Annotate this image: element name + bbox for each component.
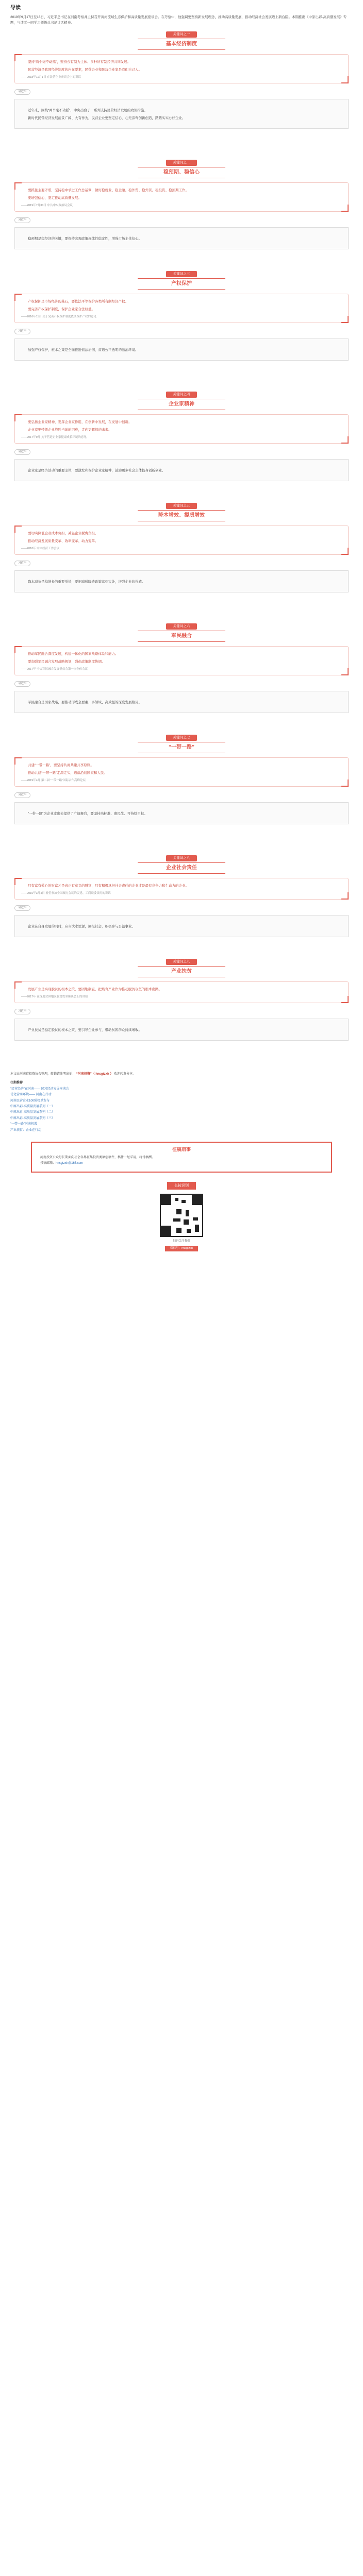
qr-cell [175, 1198, 178, 1201]
section-tag: 关键词之二 [166, 160, 197, 166]
analysis-box [14, 338, 349, 361]
section-title: 基本经济制度 [138, 39, 225, 50]
quote-source: ——2018年 中央经济工作会议 [21, 547, 60, 551]
quote-source: ——2017年 在深度贫困地区脱贫攻坚座谈会上的讲话 [21, 995, 88, 999]
keyword-section [10, 623, 353, 727]
analysis-paragraph: 军民融合是国家战略，要推动形成全要素、多领域、高效益的深度发展格局。 [28, 700, 142, 704]
footer-note-highlight[interactable]: “河南投资”（ hnsgtzxh ） [76, 1073, 113, 1076]
section-title: 企业社会责任 [138, 862, 225, 874]
section-tag: 关键词之六 [166, 623, 197, 630]
qr-cell [161, 1226, 171, 1236]
quote-box [14, 878, 349, 900]
analysis-paragraph: 加强产权保护，根本之策是全面推进依法治国，营造公平透明的法治环境。 [28, 348, 139, 352]
quote-source: ——2016年3月4日 看望参加全国政协会议的民建、工商联委员时的讲话 [21, 892, 111, 895]
recommended-links [10, 1080, 353, 1133]
follow-block [10, 1182, 353, 1251]
quote-source: ——2019年7月30日 中共中央政治局会议 [21, 204, 73, 208]
quote-box [14, 414, 349, 444]
keyword-section [10, 855, 353, 952]
analysis-paragraph: 产业扶贫是稳定脱贫的根本之策，要引导企业参与，带动贫困群众持续增收。 [28, 1028, 142, 1032]
keyword-section [10, 735, 353, 848]
section-spacer [10, 716, 353, 727]
section-header [10, 959, 353, 977]
section-title: 企业家精神 [138, 399, 225, 410]
section-header [10, 855, 353, 874]
quote-text [21, 59, 342, 73]
analysis-box [14, 1019, 349, 1041]
recommended-link[interactable]: 中原出彩·高质量发展系列（三） [10, 1116, 55, 1120]
analysis-paragraph: 稳预期是稳经济的关键，要保持宏观政策连续性稳定性，增强市场主体信心。 [28, 236, 142, 241]
quote-paragraph: 产权保护是市场经济的基石，要依法平等保护各类所有制经济产权。 [28, 300, 128, 304]
section-tag: 关键词之三 [166, 271, 197, 277]
article-header-title: 导读 [10, 5, 21, 11]
quote-paragraph: 民营经济是我国经济制度的内在要素，民营企业和民营企业家是我们自己人。 [28, 68, 142, 72]
quote-paragraph: 推动军民融合深度发展，构建一体化的国家战略体系和能力。 [28, 652, 119, 656]
recommended-link[interactable]: “民营经济”在河南—— 民营经济发展座谈会 [10, 1087, 69, 1091]
section-header [10, 31, 353, 50]
recommended-link[interactable]: 产业扶贫：企业在行动 [10, 1128, 42, 1132]
section-tag: 关键词之四 [166, 392, 197, 398]
quote-paragraph: 企业家要带领企业战胜当前的困难，走向更辉煌的未来。 [28, 428, 112, 432]
quote-paragraph: 共建“一带一路”，要坚持共商共建共享原则。 [28, 764, 94, 768]
quote-paragraph: 要增强信心，坚定推动高质量发展。 [28, 196, 81, 200]
analysis-paragraph: 企业在自身发展的同时，应当饮水思源，回报社会，积极参与公益事业。 [28, 924, 135, 928]
section-tag: 关键词之一 [166, 31, 197, 38]
speaker-pill: 习近平 [14, 217, 30, 223]
quote-paragraph: 发展产业是实现脱贫的根本之策，要因地制宜，把培育产业作为推动脱贫攻坚的根本出路。 [28, 988, 162, 992]
footer-note-prefix: 本文由河南省投资协会整理，转载请注明出处： [10, 1073, 76, 1076]
quote-source: ——2017年9月 关于营造企业家健康成长环境的意见 [21, 436, 87, 439]
quote-box [14, 981, 349, 1003]
analysis-paragraph: 新时代民营经济发展前景广阔、大有作为，民营企业要坚定信心，心无旁骛创新创造，踏踏实实办好企业。 [28, 116, 186, 120]
recommended-link[interactable]: 中原出彩·高质量发展系列（一） [10, 1105, 55, 1108]
section-tag: 关键词之九 [166, 959, 197, 965]
follow-title: 长按识别 [167, 1182, 196, 1190]
contribution-box [31, 1142, 332, 1173]
recommended-link[interactable]: 河南民营企业100强榜单发布 [10, 1099, 50, 1103]
recommended-link[interactable]: “一带一路”河南机遇 [10, 1123, 37, 1126]
quote-text [21, 883, 342, 889]
section-spacer [10, 132, 353, 152]
sections-container [10, 31, 353, 1064]
section-header [10, 160, 353, 178]
quote-paragraph: 要抓住主要矛盾，坚持稳中求进工作总基调，做好稳就业、稳金融、稳外贸、稳外资、稳投资、稳预期工作。 [28, 189, 189, 193]
quote-text [21, 531, 342, 545]
keyword-section [10, 160, 353, 264]
qr-cell [182, 1200, 186, 1203]
analysis-box [14, 227, 349, 249]
analysis-paragraph: 企业家是经济活动的重要主体，要激发和保护企业家精神，鼓励更多社会主体投身创新创业。 [28, 468, 166, 472]
speaker-pill: 习近平 [14, 681, 30, 687]
qr-cell [173, 1218, 180, 1222]
speaker-pill: 习近平 [14, 905, 30, 911]
quote-source: ——2016年11月 关于完善产权保护制度依法保护产权的意见 [21, 315, 96, 319]
quote-box [14, 54, 349, 83]
speaker-pill: 习近平 [14, 89, 30, 95]
quote-text [21, 651, 342, 665]
qr-cell [184, 1219, 189, 1225]
keyword-section [10, 503, 353, 616]
analysis-box [14, 802, 349, 824]
section-title: 军民融合 [138, 631, 225, 642]
contribution-email-label: 投稿邮箱： [40, 1162, 56, 1165]
section-tag: 关键词之七 [166, 735, 197, 741]
analysis-paragraph: 近年来，围绕“两个毫不动摇”，中央出台了一系列支持民营经济发展的政策措施。 [28, 108, 147, 112]
section-title: 产权保护 [138, 278, 225, 290]
section-spacer [10, 940, 353, 952]
quote-box [14, 757, 349, 787]
quote-source: ——2018年11月1日 在民营企业座谈会上的讲话 [21, 76, 81, 79]
contribution-text: 河南投资公众号长期面向社会各界征集投资类原创稿件，稿件一经采用，将付稿酬。 [40, 1156, 155, 1160]
quote-paragraph: 推动经济发展质量变革、效率变革、动力变革。 [28, 539, 98, 544]
section-spacer [10, 364, 353, 384]
section-header [10, 271, 353, 290]
qr-cell [186, 1210, 189, 1216]
speaker-pill: 习近平 [14, 792, 30, 798]
speaker-pill: 习近平 [14, 1009, 30, 1014]
quote-box [14, 646, 349, 675]
analysis-paragraph: 降本减负是稳增长的重要举措，要把减税降费政策落到实处，增强企业获得感。 [28, 580, 145, 584]
section-title: 产业扶贫 [138, 966, 225, 977]
speaker-pill: 习近平 [14, 449, 30, 455]
quote-box [14, 526, 349, 555]
footer-note-suffix: 欢迎转发分享。 [114, 1073, 136, 1076]
section-title: 降本增效、提质增效 [138, 510, 225, 521]
analysis-box [14, 99, 349, 129]
qr-cell [192, 1195, 202, 1205]
section-spacer [10, 1044, 353, 1064]
section-tag: 关键词之八 [166, 855, 197, 861]
quote-source: ——2019年4月 第二届“一带一路”国际合作高峰论坛 [21, 779, 86, 783]
quote-text [21, 299, 342, 313]
section-header [10, 392, 353, 410]
analysis-box [14, 691, 349, 713]
speaker-pill: 习近平 [14, 329, 30, 334]
section-title: “一带一路” [138, 742, 225, 753]
section-header [10, 735, 353, 753]
analysis-box [14, 570, 349, 592]
quote-paragraph: 要切实降低企业成本负担，减轻企业税费负担。 [28, 532, 98, 536]
quote-paragraph: 只有富有爱心的财富才是真正有意义的财富，只有积极承担社会责任的企业才是最有竞争力和生命力的企业。 [28, 884, 189, 888]
section-spacer [10, 596, 353, 616]
follow-wechat-id: 微信号：hnsgtzxh [165, 1246, 198, 1251]
quote-text [21, 419, 342, 433]
article-intro: 2019年9月17日至18日，习近平总书记在河南考察并主持召开黄河流域生态保护和高质量发展座谈会。在考察中，他强调要坚持新发展理念，推动高质量发展，推动经济社会发展迈上新台阶。本期推出《中原出彩·高质量发展》专题，与读者一同学习领悟总书记讲话精神。 [10, 15, 347, 25]
keyword-section [10, 271, 353, 384]
qr-cell [161, 1195, 171, 1205]
section-spacer [10, 484, 353, 496]
keyword-section [10, 31, 353, 152]
qr-cell [195, 1225, 199, 1232]
quote-box [14, 182, 349, 212]
quote-paragraph: 推动共建“一带一路”走深走实，造福沿线国家和人民。 [28, 771, 107, 775]
analysis-box [14, 459, 349, 481]
keyword-section [10, 392, 353, 496]
quote-paragraph: 要弘扬企业家精神，发挥企业家作用，在创新中发展，在发展中创新。 [28, 420, 132, 425]
keyword-section [10, 959, 353, 1064]
recommended-link[interactable]: 中原出彩·高质量发展系列（二） [10, 1111, 55, 1114]
analysis-paragraph: “一带一路”为企业走出去提供了广阔舞台，要坚持高标准、惠民生、可持续目标。 [28, 811, 147, 816]
analysis-box [14, 915, 349, 937]
quote-paragraph: 要加强军民融合发展战略规划，强化政策制度协调。 [28, 660, 105, 664]
qr-cell [176, 1209, 182, 1214]
section-tag: 关键词之五 [166, 503, 197, 509]
section-title: 稳预期、稳信心 [138, 167, 225, 178]
section-header [10, 503, 353, 521]
quote-paragraph: 要完善产权保护制度，保护企业家合法权益。 [28, 308, 95, 312]
speaker-pill: 习近平 [14, 561, 30, 566]
qr-code-icon[interactable] [160, 1194, 203, 1237]
qr-cell [193, 1217, 198, 1221]
quote-paragraph: 坚持“两个毫不动摇”，坚持公有制为主体、多种所有制经济共同发展。 [28, 60, 131, 64]
qr-cell [176, 1228, 182, 1233]
links-label: 往期推荐 [10, 1081, 23, 1085]
quote-source: ——2017年 中央军民融合发展委员会第一次全体会议 [21, 668, 88, 671]
section-spacer [10, 827, 353, 848]
quote-text [21, 987, 342, 993]
footer-note [10, 1072, 353, 1077]
quote-text [21, 762, 342, 776]
section-header [10, 623, 353, 642]
section-spacer [10, 252, 353, 264]
quote-text [21, 188, 342, 201]
recommended-link[interactable]: 优化营商环境—— 河南在行动 [10, 1093, 52, 1097]
quote-box [14, 294, 349, 323]
contribution-title: 征稿启事 [172, 1146, 191, 1152]
contribution-email[interactable]: hnsgtzxh@163.com [56, 1162, 84, 1165]
qr-caption: 扫码关注我们 [173, 1240, 190, 1243]
qr-cell [187, 1229, 191, 1233]
